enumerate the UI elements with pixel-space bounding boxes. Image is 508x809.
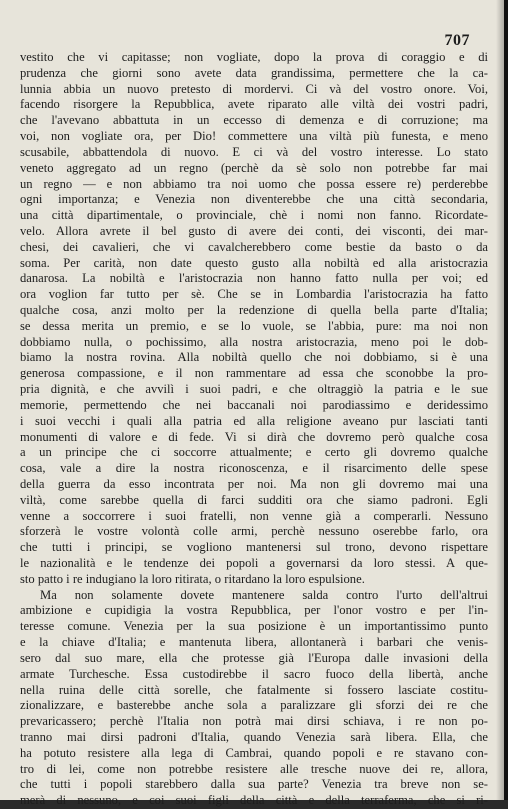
text-line: viltà, come sarebbe quella di farci sudditi ora che siamo padroni. Egli: [20, 492, 488, 507]
text-line: a un principe che ci soccorre attualmente; e certo gli dovremo qualche: [20, 445, 488, 460]
text-line: ora voglion far tutto per sè. Che se in Lombardia l'aristocrazia ha fatto: [20, 287, 488, 302]
text-line: Ma non solamente dovete mantenere salda contro l'urto dell'altrui: [40, 587, 488, 602]
text-line: lunnia abbia un nuovo pretesto di mordervi. Ci và del vostro onore. Voi,: [20, 81, 488, 96]
text-line: della guerra da esso incontrata per noi. Ma non gli dovremo mai una: [20, 476, 488, 491]
text-line: generosa compassione, e il non rammentare ad essa che sconobbe la pro-: [20, 366, 488, 381]
text-line: nella ruina delle città sorelle, che fatalmente si fossero lasciate costitu-: [20, 682, 488, 697]
text-line: prevaricassero; perchè l'Italia non potrà mai dirsi schiava, i re non po-: [20, 714, 488, 729]
text-line: voi, non vogliate ora, per Dio! commettere una viltà più funesta, e meno: [20, 129, 488, 144]
text-line: e la chiave d'Italia; e mantenuta libera, allontanerà i barbari che venis-: [20, 635, 488, 650]
paragraph: [20, 50, 488, 588]
text-line: biamo la nostra rovina. Alla nobiltà quello che noi dobbiamo, si è una: [20, 350, 488, 365]
text-line: teresse comune. Venezia per la sua posizione è un importantissimo punto: [20, 619, 488, 634]
text-line: dobbiamo nulla, o pochissimo, alla nostra aristocrazia, meno poi le dob-: [20, 334, 488, 349]
text-line: ogni importanza; e Venezia non diventerebbe che una città secondaria,: [20, 192, 488, 207]
text-line: veneto aggregato ad un regno (perchè da sè solo non potrebbe far mai: [20, 160, 488, 175]
text-line: ambizione e cupidigia la vostra Repubblica, per l'onor vostro e per l'in-: [20, 603, 488, 618]
paragraph: [20, 588, 488, 809]
text-line: un regno — e non abbiamo tra noi uomo che possa essere re) perderebbe: [20, 176, 488, 191]
text-line: vestito che vi capitasse; non vogliate, dopo la prova di coraggio e di: [20, 50, 488, 64]
body-text: [20, 50, 488, 809]
text-line: che tutti i popoli starebbero dalla sua parte? Venezia tra breve non se-: [20, 777, 488, 792]
text-line: tranno mai dirsi padroni d'Italia, quando Venezia sarà libera. Ella, che: [20, 729, 488, 744]
scan-edge-shadow: [496, 0, 504, 800]
text-line: prudenza che giorni sono avete data grandissima, permettere che la ca-: [20, 65, 488, 80]
text-line: le nazionalità e le tendenze dei popoli a governarsi da loro stessi. A que-: [20, 556, 488, 570]
page-number: 707: [444, 32, 470, 49]
text-line: pria dignità, e che avvilì i suoi padri, e che oltraggiò la patria e le sue: [20, 382, 488, 397]
text-line: sto patto i re indugiano la loro ritirata, o ritardano la loro espulsione.: [20, 571, 365, 586]
text-line: scusabile, abbattendola di nuovo. E ci và del vostro interesse. Lo stato: [20, 144, 488, 159]
text-line: sero dal suo mare, ella che protesse già l'Europa dalle invasioni della: [20, 650, 488, 665]
text-line: facendo risorgere la Repubblica, avete riparato alle viltà dei vostri padri,: [20, 97, 488, 112]
text-line: qualche cosa, anzi molto per la redenzione di quella bella parte d'Italia;: [20, 303, 488, 317]
text-line: velo. Allora avrete il bel gusto di avere dei conti, dei visconti, dei mar-: [20, 223, 488, 238]
text-line: tro di lei, come non potrebbe resistere alle tresche nuove dei re, allora,: [20, 761, 488, 776]
text-line: sforzerà le vostre volontà colle armi, perchè nessuno oserebbe farlo, ora: [20, 524, 488, 539]
text-line: cosa, vale a dire la nostra riconoscenza, e il risarcimento delle spese: [20, 461, 488, 476]
text-line: memorie, permettendo che nei baccanali noi parodiassimo e deridessimo: [20, 397, 488, 412]
text-line: monumenti di valore e di fede. Vi si dirà che dovremo però qualche cosa: [20, 429, 488, 444]
text-line: merà di nessuno, e coi suoi figli della città e della terraferma, che si ri-: [20, 793, 488, 808]
text-line: venne a soccorrere i suoi fratelli, non venne già a comperarli. Nessuno: [20, 508, 488, 523]
text-line: che tutti i principi, se vogliono mantenersi sul trono, devono rispettare: [20, 540, 488, 555]
text-line: soma. Per carità, non date questo gusto alla nobiltà ed alla aristocrazia: [20, 255, 488, 270]
text-line: ha potuto resistere alla lega di Cambrai, quando popoli e re stavano con-: [20, 745, 488, 760]
text-line: armate Turchesche. Essa custodirebbe il sacro fuoco della libertà, anche: [20, 666, 488, 681]
text-line: chesi, dei cavalieri, che vi cavalcherebbero come bestie da basto o da: [20, 239, 488, 254]
text-line: i suoi vecchi i quali alla patria ed alla religione aveano pur lasciati tanti: [20, 413, 488, 428]
text-line: se dessa merita un premio, e se lo vuole, se l'abbia, pure: ma noi non: [20, 318, 488, 333]
text-line: danarosa. La nobiltà e l'aristocrazia non hanno fatto nulla per voi; ed: [20, 271, 488, 286]
text-line: che l'avevano abbattuta in un eccesso di demenza e di corruzione; ma: [20, 113, 488, 128]
text-line: zionalizzare, e basterebbe anche sola a paralizzare gli sforzi dei re che: [20, 698, 488, 713]
text-line: una città dipartimentale, o provinciale, chè i nomi non fanno. Ricordate-: [20, 208, 488, 223]
